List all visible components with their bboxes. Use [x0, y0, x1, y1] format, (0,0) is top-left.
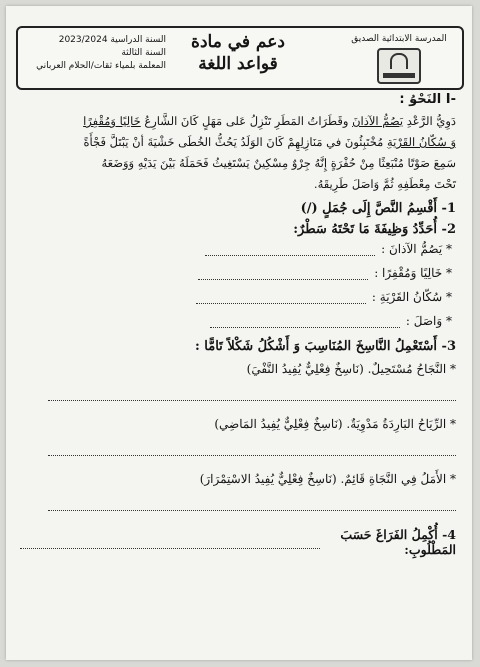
grade-level: السنة الثالثة: [121, 48, 166, 58]
passage-line: تَحْتَ مِعْطَفِهِ ثُمَّ وَاصَلَ طَرِيقَهُ.: [313, 177, 456, 191]
question-4: 4- أُكْمِلُ الفَرَاغَ حَسَبَ المَطْلُوبِ:: [20, 527, 456, 557]
q2-item: * خَالِيًا وَمُقْفِرًا :: [20, 261, 456, 285]
q3-sentence: * النَّجَاحُ مُسْتَحِيلٌ. (نَاسِخٌ فِعْلِيٌّ يُفِيدُ النَّفْيَ): [246, 362, 456, 376]
question-2: 2- أُحَدِّدُ وَظِيفَةَ مَا تَحْتَهُ سَطْرٌ:: [293, 222, 456, 237]
q3-sentence: * الرِّيَاحُ البَارِدَةُ مَدْوِيَةٌ. (نَاسِخٌ فِعْلِيٌّ يُفِيدُ المَاضِي): [214, 417, 456, 431]
teacher-name: المعلمة بلمياء ثقات/الحلام العرباني: [36, 61, 166, 71]
answer-blank[interactable]: [196, 291, 366, 304]
answer-line[interactable]: [48, 496, 456, 511]
question-3: 3- أَسْتَعْمِلُ النَّاسِخَ المُنَاسِبَ وَ أَشْكُلُ شَكْلاً تَامًّا :: [194, 339, 456, 354]
passage-line: دَوِيُّ الرَّعْدِ يَصُمُّ الآذانَ وقَطَرَاتُ المَطَرِ تَنْزِلُ عَلى مَهَلٍ كَانَ الشَّارِعُ خَالِيًا وَمُقْفِرًا: [83, 114, 456, 128]
section-number: I-: [445, 92, 456, 107]
school-year: السنة الدراسية 2023/2024: [58, 35, 166, 45]
worksheet-body: [20, 92, 456, 557]
answer-blank[interactable]: [20, 536, 320, 549]
title-block: [168, 32, 308, 74]
passage-line: سَمِعَ صَوْتًا مُنْبَعِثًا مِنْ حُفْرَةٍ إِنَّهُ جِرْوٌ مِسْكِينٌ يَسْتَغِيثُ فَحَمَلَهُ بَيْنَ يَدَيْهِ وَوَضَعَهُ: [101, 156, 456, 170]
q2-item: * سُكّانُ القَرْيَةِ :: [20, 285, 456, 309]
question-1: 1- أَقْسِمُ النَّصَّ إِلَى جُمَلٍ (/): [300, 201, 456, 216]
reading-passage: [20, 111, 456, 195]
worksheet-header: [16, 26, 464, 90]
class-info-block: [26, 34, 166, 73]
worksheet-page: [6, 6, 472, 660]
school-block: [344, 34, 454, 84]
answer-blank[interactable]: [210, 315, 400, 328]
answer-line[interactable]: [48, 386, 456, 401]
section-title: النَحْوُ :: [399, 92, 442, 107]
answer-blank[interactable]: [205, 243, 375, 256]
document-title: دعم في مادة: [191, 32, 285, 52]
school-name: المدرسة الابتدائية الصديق: [351, 34, 447, 44]
q3-sentence: * الأَمَلُ فِي النَّجَاةِ قَائِمٌ. (نَاسِخٌ فِعْلِيٌّ يُفِيدُ الاسْتِمْرَارَ): [199, 472, 456, 486]
q2-item: * يَصُمُّ الآذانَ :: [20, 237, 456, 261]
q2-item: * وَاصَلَ :: [20, 309, 456, 333]
document-subtitle: قواعد اللغة: [198, 54, 278, 74]
passage-line: وَ سُكّانُ القَرْيَةِ مُخْتَبِئُونَ في مَنَازِلِهِمْ كَانَ الوَلَدُ يَحُثُّ الخُطَى خَشْيَةَ أنْ يَبْتَلَّ فَجْأَةً: [83, 135, 456, 149]
answer-line[interactable]: [48, 441, 456, 456]
school-logo-icon: [377, 48, 421, 84]
answer-blank[interactable]: [198, 267, 368, 280]
section-heading: [20, 92, 456, 107]
